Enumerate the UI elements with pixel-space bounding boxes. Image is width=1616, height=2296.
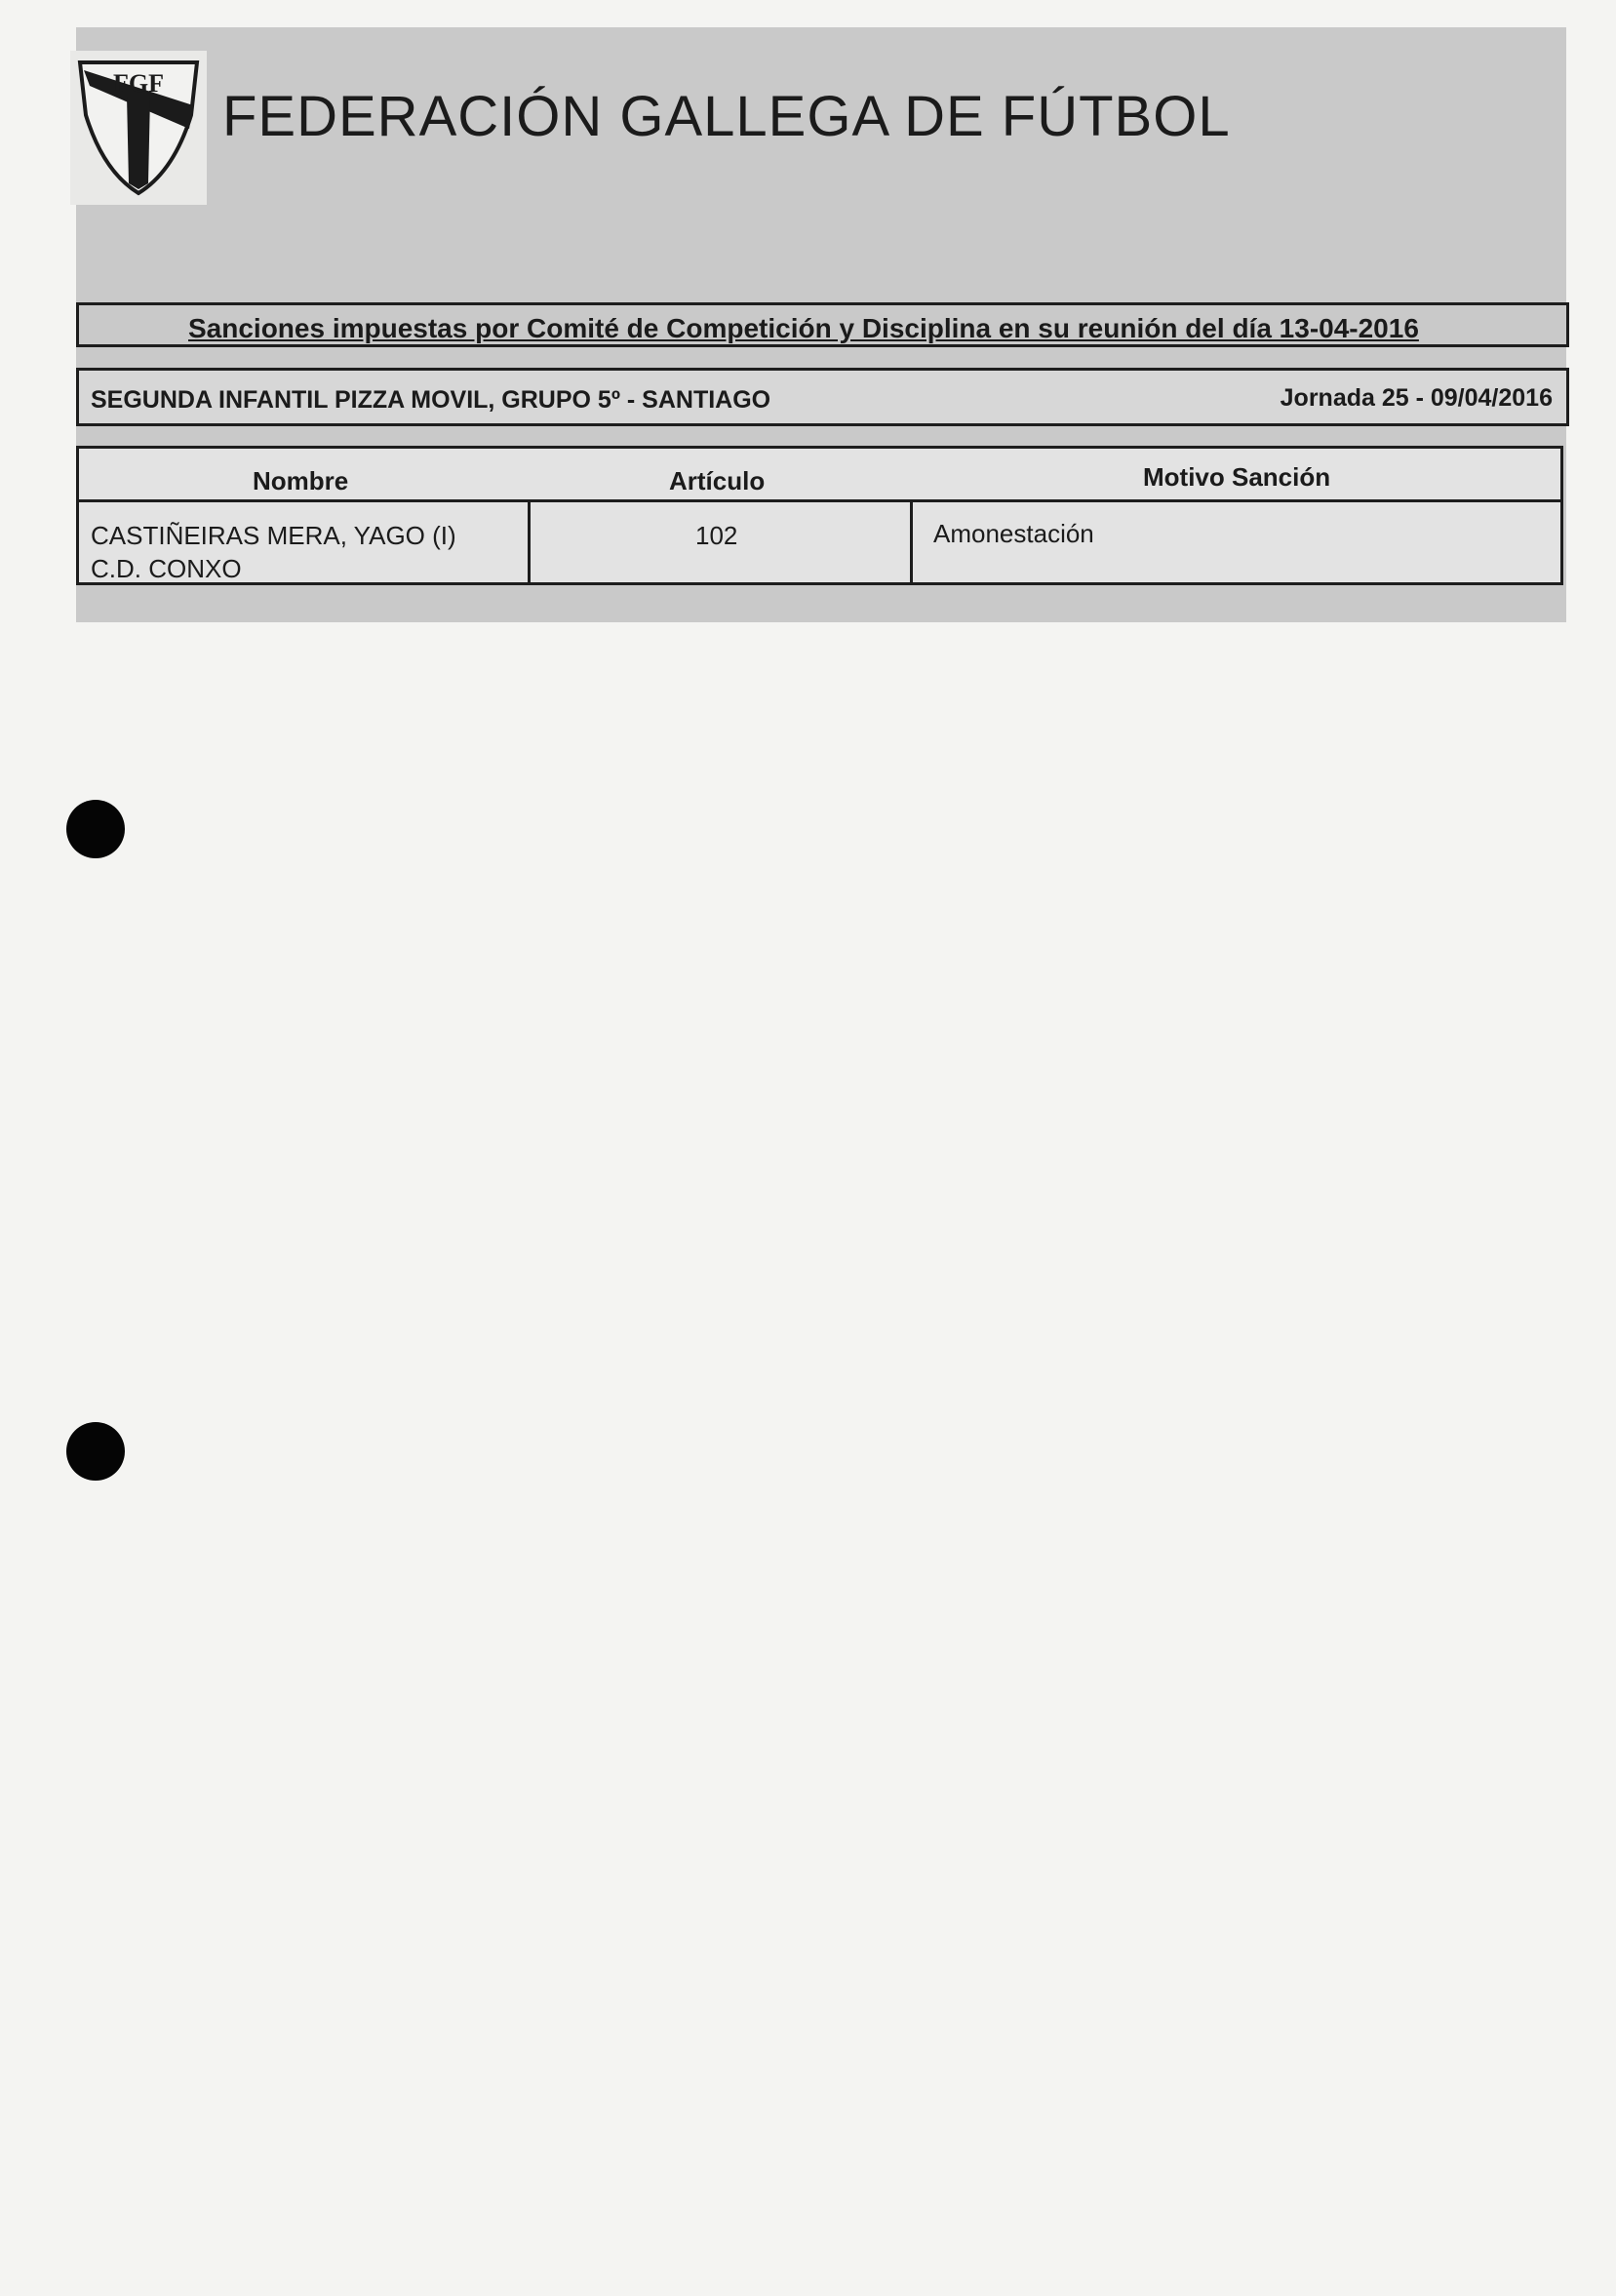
article-number: 102 — [695, 521, 738, 550]
competition-group-bar — [76, 368, 1569, 426]
jornada-date: Jornada 25 - 09/04/2016 — [1280, 384, 1553, 412]
column-divider — [528, 499, 531, 582]
org-title: FEDERACIÓN GALLEGA DE FÚTBOL — [222, 85, 1231, 148]
club-name: C.D. CONXO — [91, 554, 242, 583]
column-divider — [910, 499, 913, 582]
logo-lettering: FGF — [113, 69, 164, 98]
federation-logo — [70, 51, 207, 205]
sanction-reason: Amonestación — [933, 519, 1094, 548]
column-header-nombre: Nombre — [253, 466, 349, 495]
player-name: CASTIÑEIRAS MERA, YAGO (I) — [91, 521, 456, 550]
column-header-articulo: Artículo — [669, 466, 766, 495]
sanctions-table — [76, 446, 1563, 585]
session-banner — [76, 302, 1569, 347]
shield-icon — [76, 57, 201, 199]
punch-hole-dot — [66, 800, 125, 858]
table-header-divider — [79, 499, 1560, 502]
session-text: Sanciones impuestas por Comité de Competición y Disciplina en su reunión del día 13-04-2016 — [188, 313, 1419, 343]
competition-name: SEGUNDA INFANTIL PIZZA MOVIL, GRUPO 5º - SANTIAGO — [91, 386, 771, 414]
column-header-motivo: Motivo Sanción — [1143, 462, 1331, 492]
punch-hole-dot — [66, 1422, 125, 1481]
